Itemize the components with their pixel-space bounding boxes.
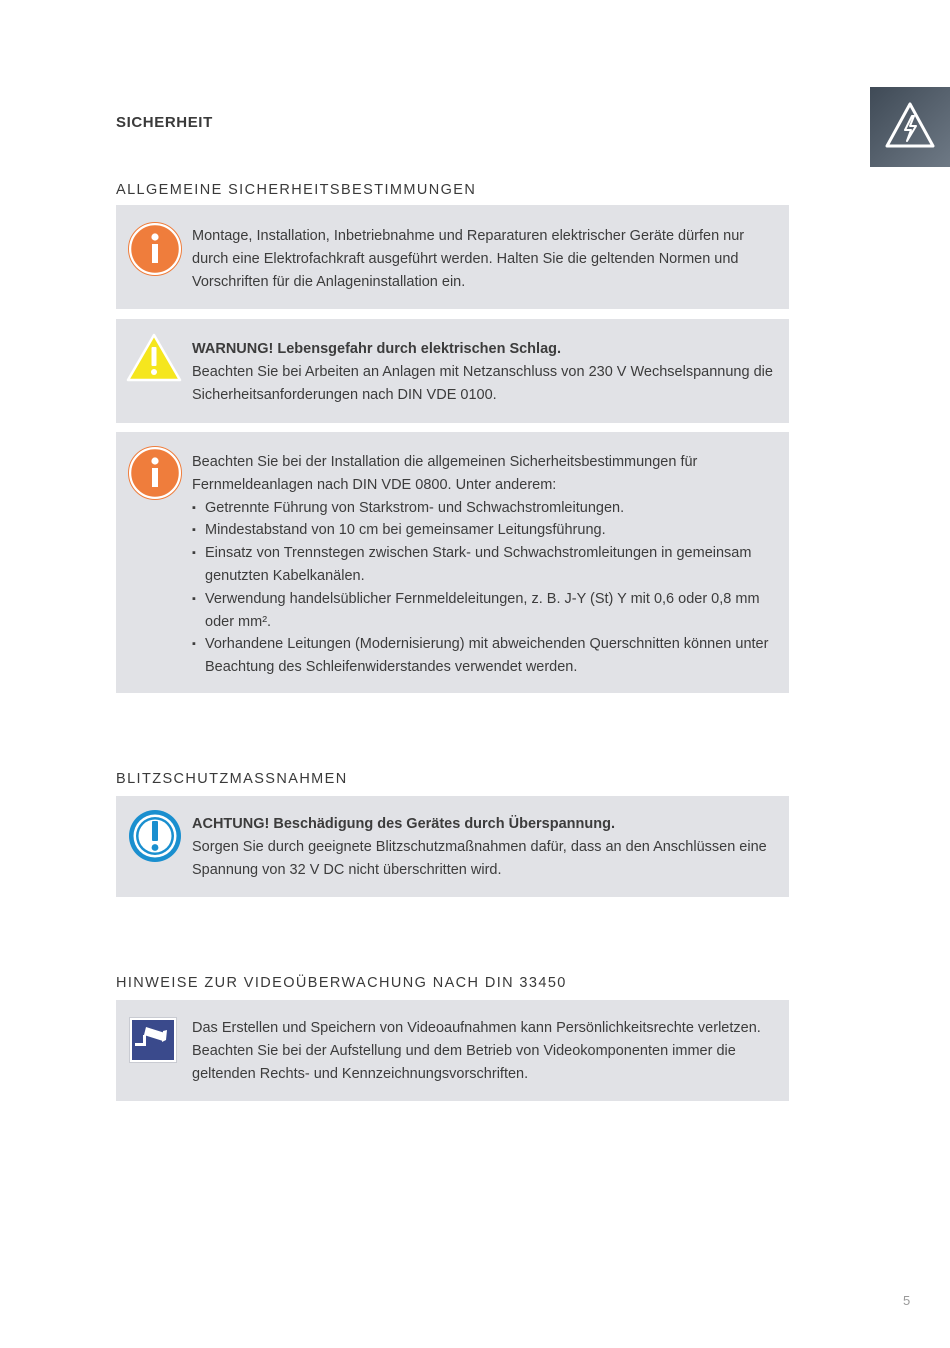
page-number: 5 — [903, 1293, 911, 1308]
requirements-list — [192, 497, 775, 679]
attention-text: Sorgen Sie durch geeignete Blitzschutzmaßnahmen dafür, dass an den Anschlüssen eine Spannung von 32 V DC nicht überschritten wird. — [192, 838, 767, 878]
notice-intro-text: Beachten Sie bei der Installation die allgemeinen Sicherheitsbestimmungen für Fernmeldeanlagen nach DIN VDE 0800. Unter anderem: — [192, 454, 698, 493]
video-camera-icon — [129, 1017, 177, 1063]
section-title-lightning-protection: BLITZSCHUTZMASSNAHMEN — [116, 771, 348, 787]
warning-box-electric-shock — [116, 319, 789, 423]
warning-heading: WARNUNG! Lebensgefahr durch elektrischen Schlag. — [192, 341, 562, 357]
notice-box-installation — [116, 205, 789, 309]
list-item: ▪ Einsatz von Trennstegen zwischen Stark- und Schwachstromleitungen in gemeinsam genutzten Kabelkanälen. — [192, 542, 775, 588]
list-item: ▪ Mindestabstand von 10 cm bei gemeinsamer Leitungsführung. — [192, 519, 775, 542]
electric-hazard-icon — [884, 101, 936, 151]
warning-triangle-icon — [126, 333, 182, 383]
notice-box-vde-0800 — [116, 432, 789, 693]
list-item: ▪ Getrennte Führung von Starkstrom- und Schwachstromleitungen. — [192, 497, 775, 520]
exclamation-circle-icon — [128, 809, 182, 863]
video-notice-text: Das Erstellen und Speichern von Videoaufnahmen kann Persönlichkeitsrechte verletzen. Beachten Sie bei der Aufstellung und dem Betrieb von Videokomponenten immer die geltenden Rechts- und Kennzeichnungsvorschriften. — [192, 1020, 761, 1082]
page-title: SICHERHEIT — [116, 114, 213, 131]
section-title-general-safety: ALLGEMEINE SICHERHEITSBESTIMMUNGEN — [116, 182, 477, 198]
list-item: ▪ Verwendung handelsüblicher Fernmeldeleitungen, z. B. J-Y (St) Y mit 0,6 oder 0,8 mm oder mm². — [192, 588, 775, 634]
info-icon — [128, 446, 182, 500]
info-icon — [128, 222, 182, 276]
notice-box-video-recording — [116, 1000, 789, 1101]
section-title-video-surveillance: HINWEISE ZUR VIDEOÜBERWACHUNG NACH DIN 33450 — [116, 975, 567, 991]
side-tab — [870, 87, 950, 167]
notice-text: Montage, Installation, Inbetriebnahme und Reparaturen elektrischer Geräte dürfen nur durch eine Elektrofachkraft ausgeführt werden. Halten Sie die geltenden Normen und Vorschriften für die Anlageninstallation ein. — [192, 228, 745, 290]
attention-heading: ACHTUNG! Beschädigung des Gerätes durch Überspannung. — [192, 816, 615, 832]
warning-text: Beachten Sie bei Arbeiten an Anlagen mit Netzanschluss von 230 V Wechselspannung die Sicherheitsanforderungen nach DIN VDE 0100. — [192, 363, 773, 403]
list-item: ▪ Vorhandene Leitungen (Modernisierung) mit abweichenden Querschnitten können unter Beachtung des Schleifenwiderstandes verwendet werden. — [192, 633, 775, 679]
attention-box-overvoltage — [116, 796, 789, 897]
